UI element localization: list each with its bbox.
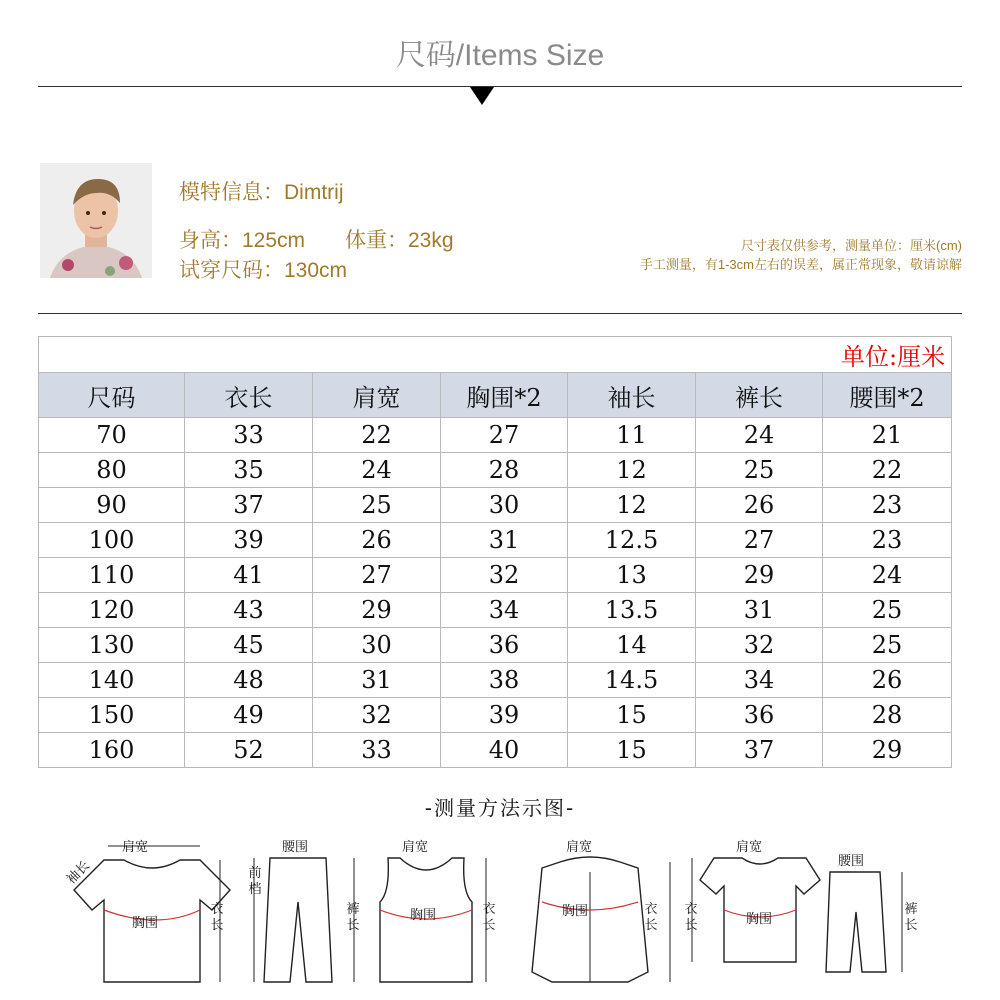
table-cell: 12.5 <box>568 523 696 558</box>
table-row <box>39 488 952 523</box>
table-cell: 25 <box>313 488 441 523</box>
notes-line-1: 尺寸表仅供参考，测量单位：厘米(cm) <box>741 238 962 253</box>
notes-line-2: 手工测量，有1-3cm左右的误差，属正常现象，敬请谅解 <box>639 257 962 272</box>
table-row <box>39 698 952 733</box>
table-cell: 38 <box>441 663 568 698</box>
table-cell: 29 <box>313 593 441 628</box>
diagram-title: -测量方法示图- <box>424 796 576 820</box>
table-cell: 33 <box>185 418 313 453</box>
table-cell: 11 <box>568 418 696 453</box>
table-cell: 90 <box>39 488 185 523</box>
table-cell: 33 <box>313 733 441 768</box>
table-row <box>39 418 952 453</box>
table-cell: 36 <box>696 698 823 733</box>
table-cell: 36 <box>441 628 568 663</box>
table-cell: 23 <box>823 523 952 558</box>
table-body <box>39 418 952 768</box>
section-divider <box>38 313 962 314</box>
table-cell: 39 <box>441 698 568 733</box>
table-cell: 25 <box>696 453 823 488</box>
set-pants-length-label: 裤长 <box>904 902 918 933</box>
table-cell: 26 <box>823 663 952 698</box>
table-cell: 14 <box>568 628 696 663</box>
table-row <box>39 733 952 768</box>
table-row <box>39 628 952 663</box>
table-cell: 160 <box>39 733 185 768</box>
set-length-label: 衣长 <box>684 902 698 933</box>
vest-pants-length-label: 裤长 <box>346 902 360 933</box>
vest-diagram <box>346 832 506 992</box>
table-cell: 14.5 <box>568 663 696 698</box>
column-header: 衣长 <box>185 373 313 418</box>
table-cell: 25 <box>823 593 952 628</box>
set-outline-icon <box>680 832 920 992</box>
set-chest-label: 胸围 <box>746 912 773 927</box>
table-cell: 22 <box>823 453 952 488</box>
model-tried-size: 试穿尺码：130cm <box>179 259 348 282</box>
table-row <box>39 453 952 488</box>
vest-length-label: 衣长 <box>482 902 496 933</box>
table-cell: 22 <box>313 418 441 453</box>
table-cell: 37 <box>696 733 823 768</box>
tshirt-diagram <box>60 832 230 992</box>
table-cell: 100 <box>39 523 185 558</box>
vest-shoulder-label: 肩宽 <box>402 840 429 855</box>
table-cell: 39 <box>185 523 313 558</box>
table-cell: 24 <box>823 558 952 593</box>
model-name: 模特信息：Dimtrij <box>179 181 344 204</box>
table-cell: 27 <box>441 418 568 453</box>
table-cell: 25 <box>823 628 952 663</box>
table-cell: 34 <box>696 663 823 698</box>
table-cell: 49 <box>185 698 313 733</box>
column-header: 裤长 <box>696 373 823 418</box>
table-cell: 70 <box>39 418 185 453</box>
table-cell: 24 <box>313 453 441 488</box>
set-diagram <box>680 832 920 992</box>
table-cell: 30 <box>313 628 441 663</box>
table-cell: 32 <box>441 558 568 593</box>
jacket-outline-icon <box>520 832 690 992</box>
table-cell: 27 <box>696 523 823 558</box>
tshirt-length-label: 衣长 <box>210 902 224 933</box>
table-cell: 40 <box>441 733 568 768</box>
table-cell: 31 <box>313 663 441 698</box>
jacket-chest-label: 胸围 <box>562 904 589 919</box>
table-cell: 48 <box>185 663 313 698</box>
table-cell: 31 <box>696 593 823 628</box>
table-cell: 29 <box>696 558 823 593</box>
table-cell: 30 <box>441 488 568 523</box>
pants-waist-label: 腰围 <box>282 840 309 855</box>
table-cell: 110 <box>39 558 185 593</box>
set-waist-label: 腰围 <box>838 854 865 869</box>
table-cell: 80 <box>39 453 185 488</box>
table-cell: 130 <box>39 628 185 663</box>
tshirt-shoulder-label: 肩宽 <box>122 840 149 855</box>
set-shoulder-label: 肩宽 <box>736 840 763 855</box>
model-photo <box>40 163 152 278</box>
table-header-row <box>39 373 952 418</box>
table-cell: 27 <box>313 558 441 593</box>
header-divider <box>38 86 962 87</box>
table-cell: 35 <box>185 453 313 488</box>
column-header: 尺码 <box>39 373 185 418</box>
table-cell: 28 <box>823 698 952 733</box>
table-cell: 28 <box>441 453 568 488</box>
unit-label: 单位:厘米 <box>39 337 952 373</box>
pants-rise-label: 前档 <box>248 866 262 897</box>
jacket-diagram <box>520 832 690 992</box>
table-cell: 12 <box>568 488 696 523</box>
table-cell: 150 <box>39 698 185 733</box>
column-header: 肩宽 <box>313 373 441 418</box>
size-table-container <box>38 336 951 768</box>
table-cell: 34 <box>441 593 568 628</box>
table-cell: 21 <box>823 418 952 453</box>
pants-outline-icon <box>240 832 350 992</box>
table-cell: 15 <box>568 698 696 733</box>
table-cell: 37 <box>185 488 313 523</box>
table-cell: 120 <box>39 593 185 628</box>
table-cell: 41 <box>185 558 313 593</box>
table-cell: 12 <box>568 453 696 488</box>
table-cell: 23 <box>823 488 952 523</box>
table-cell: 13.5 <box>568 593 696 628</box>
size-table <box>38 336 952 768</box>
down-triangle-icon <box>470 87 494 105</box>
vest-chest-label: 胸围 <box>410 908 437 923</box>
table-cell: 26 <box>696 488 823 523</box>
table-row <box>39 663 952 698</box>
column-header: 袖长 <box>568 373 696 418</box>
table-row <box>39 593 952 628</box>
table-cell: 32 <box>696 628 823 663</box>
table-cell: 140 <box>39 663 185 698</box>
table-cell: 26 <box>313 523 441 558</box>
table-cell: 45 <box>185 628 313 663</box>
table-cell: 13 <box>568 558 696 593</box>
page-title: 尺码/Items Size <box>395 39 605 72</box>
table-row <box>39 523 952 558</box>
tshirt-sleeve-label: 袖长 <box>63 858 93 888</box>
table-cell: 29 <box>823 733 952 768</box>
pants-diagram <box>240 832 350 992</box>
table-cell: 52 <box>185 733 313 768</box>
table-cell: 15 <box>568 733 696 768</box>
table-cell: 32 <box>313 698 441 733</box>
model-weight: 体重：23kg <box>345 229 454 252</box>
jacket-shoulder-label: 肩宽 <box>566 840 593 855</box>
tshirt-chest-label: 胸围 <box>132 916 159 931</box>
table-cell: 43 <box>185 593 313 628</box>
column-header: 胸围*2 <box>441 373 568 418</box>
table-cell: 31 <box>441 523 568 558</box>
table-cell: 24 <box>696 418 823 453</box>
model-height: 身高：125cm <box>179 229 306 252</box>
table-row <box>39 558 952 593</box>
jacket-length-label: 衣长 <box>644 902 658 933</box>
column-header: 腰围*2 <box>823 373 952 418</box>
